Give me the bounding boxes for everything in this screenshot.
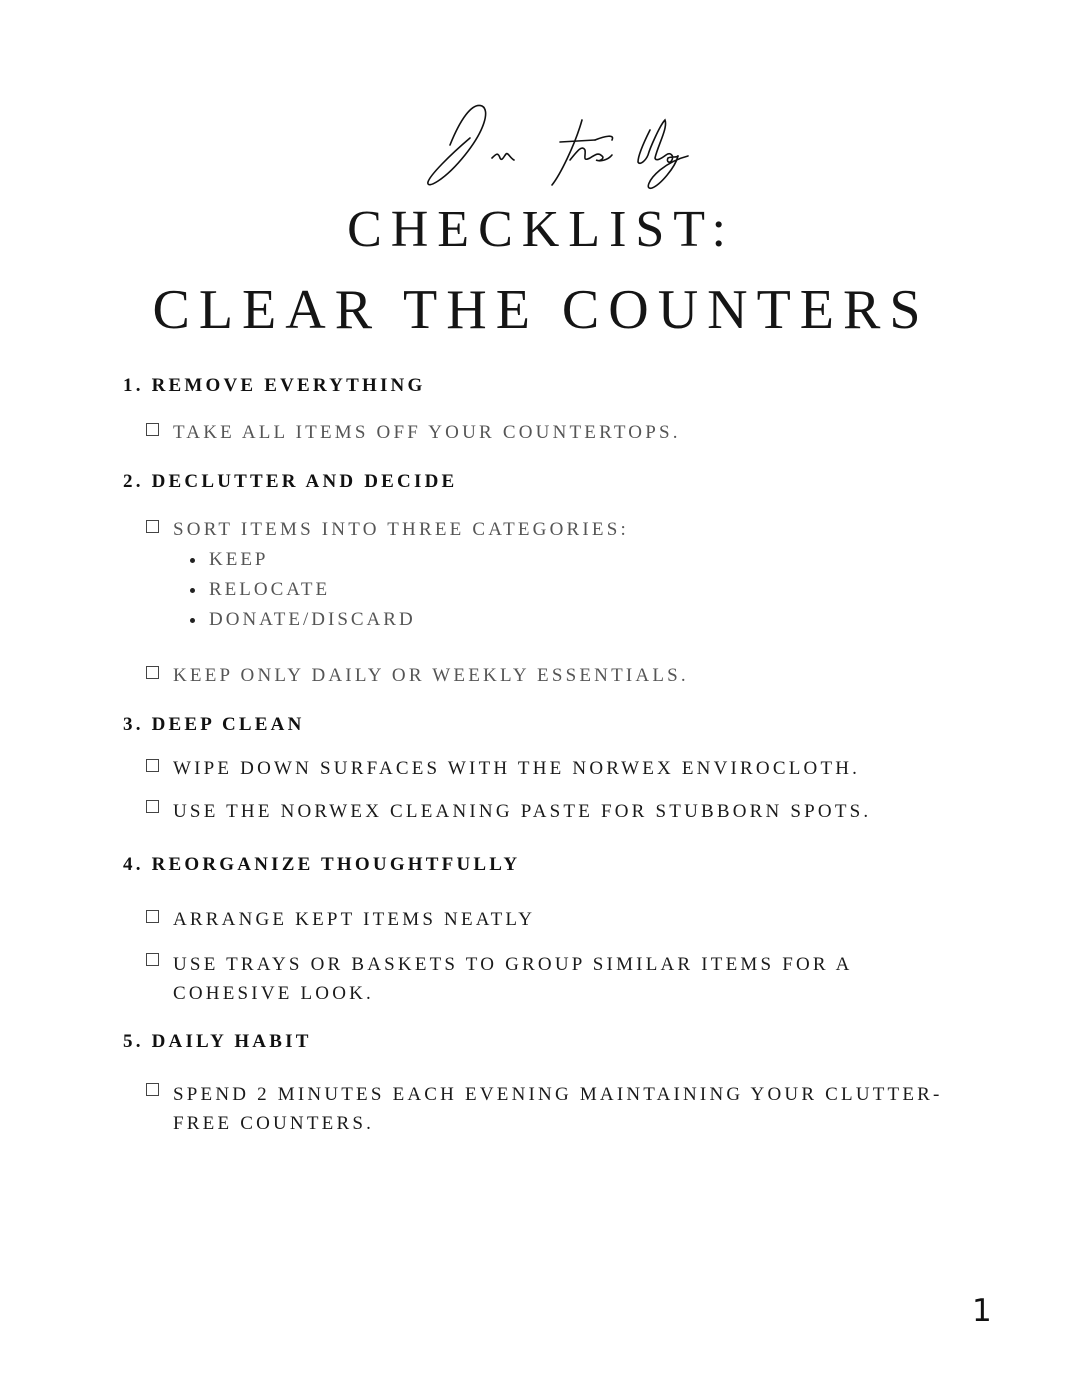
checklist-item-label: SORT ITEMS INTO THREE CATEGORIES: [173,519,629,540]
checklist-item-label: USE THE NORWEX CLEANING PASTE FOR STUBBORN SPOTS. [173,801,872,822]
section-heading-daily-habit: 5. DAILY HABIT [123,1031,312,1052]
checklist-item[interactable] [146,515,629,544]
bullet-icon [190,618,195,623]
label-line-2: FREE COUNTERS. [173,1113,375,1134]
bullet-label: DONATE/DISCARD [209,609,416,630]
checklist-item-label: WIPE DOWN SURFACES WITH THE NORWEX ENVIROCLOTH. [173,758,861,779]
label-line-1: SPEND 2 MINUTES EACH EVENING MAINTAINING YOUR CLUTTER- [173,1084,943,1105]
checklist-item[interactable] [146,754,860,783]
checklist-item-label: TAKE ALL ITEMS OFF YOUR COUNTERTOPS. [173,422,681,443]
script-title-on-the-blog [420,100,690,195]
section-heading-declutter-and-decide: 2. DECLUTTER AND DECIDE [123,471,458,492]
checkbox[interactable] [146,759,159,772]
bullet-item-relocate [190,575,416,605]
label-line-2: COHESIVE LOOK. [173,983,375,1004]
checklist-item[interactable] [146,950,853,1008]
section-heading-remove-everything: 1. REMOVE EVERYTHING [123,375,426,396]
checkbox[interactable] [146,666,159,679]
category-bullet-list [190,545,416,635]
handwritten-on-the-blog-graphic [420,100,690,195]
section-heading-reorganize-thoughtfully: 4. REORGANIZE THOUGHTFULLY [123,854,521,875]
checklist-item[interactable] [146,905,535,934]
page-number: 1 [972,1293,992,1329]
checklist-item[interactable] [146,418,681,447]
checklist-item-label [173,1080,943,1138]
bullet-icon [190,588,195,593]
checkbox[interactable] [146,910,159,923]
checkbox[interactable] [146,1083,159,1096]
title-line-clear-the-counters: CLEAR THE COUNTERS [152,279,930,341]
bullet-label: RELOCATE [209,579,331,600]
checkbox[interactable] [146,423,159,436]
section-heading-deep-clean: 3. DEEP CLEAN [123,714,305,735]
checklist-item-label [173,950,853,1008]
bullet-label: KEEP [209,549,269,570]
title-line-checklist: CHECKLIST: [347,201,735,258]
bullet-icon [190,558,195,563]
bullet-item-donate-discard [190,605,416,635]
checkbox[interactable] [146,520,159,533]
checkbox[interactable] [146,953,159,966]
checklist-item[interactable] [146,1080,943,1138]
checkbox[interactable] [146,800,159,813]
bullet-item-keep [190,545,416,575]
checklist-item[interactable] [146,661,689,690]
checklist-item-label: KEEP ONLY DAILY OR WEEKLY ESSENTIALS. [173,665,689,686]
checklist-item-label: ARRANGE KEPT ITEMS NEATLY [173,909,536,930]
checklist-item[interactable] [146,797,871,826]
label-line-1: USE TRAYS OR BASKETS TO GROUP SIMILAR ITEMS FOR A [173,954,853,975]
